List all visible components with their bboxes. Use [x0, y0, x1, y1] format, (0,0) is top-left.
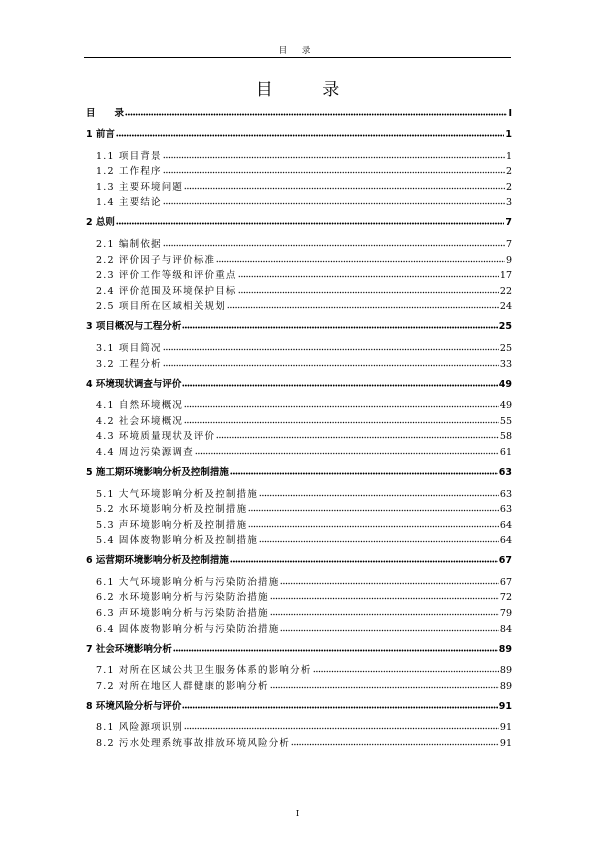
toc-entry-page: 64: [499, 535, 512, 547]
toc-entry-page: 84: [499, 623, 512, 635]
toc-section-entry[interactable]: [86, 266, 512, 282]
toc-entry-label: 6.2 水环境影响分析与污染防治措施: [96, 592, 269, 604]
toc-section-entry[interactable]: [86, 500, 512, 516]
dot-leader: [163, 358, 499, 368]
toc-entry-page: 64: [499, 519, 512, 531]
toc-chapter-entry[interactable]: [86, 375, 512, 390]
dot-leader: [182, 378, 497, 388]
dot-leader: [216, 254, 505, 264]
toc-section-entry[interactable]: [86, 338, 512, 354]
dot-leader: [163, 150, 505, 160]
dot-leader: [163, 342, 499, 352]
toc-section-entry[interactable]: [86, 733, 512, 749]
dot-leader: [163, 196, 505, 206]
dot-leader: [230, 554, 498, 564]
table-of-contents: [86, 104, 512, 749]
toc-entry-label: 3.2 工程分析: [96, 358, 162, 370]
toc-entry-label: 5.1 大气环境影响分析及控制措施: [96, 488, 259, 500]
dot-leader: [280, 576, 498, 586]
toc-section-entry[interactable]: [86, 427, 512, 443]
dot-leader: [259, 488, 499, 498]
toc-entry-label: 5.2 水环境影响分析及控制措施: [96, 504, 248, 516]
toc-entry-label: 5.3 声环境影响分析及控制措施: [96, 519, 248, 531]
toc-entry-label: 6.1 大气环境影响分析与污染防治措施: [96, 576, 280, 588]
dot-leader: [173, 643, 498, 653]
dot-leader: [270, 680, 499, 690]
toc-entry-page: 89: [498, 643, 512, 655]
toc-entry-label: 7.2 对所在地区人群健康的影响分析: [96, 680, 269, 692]
toc-section-entry[interactable]: [86, 572, 512, 588]
toc-section-entry[interactable]: [86, 234, 512, 250]
toc-entry-page: 58: [499, 431, 512, 443]
toc-entry-page: 79: [499, 608, 512, 620]
toc-entry-label: 5 施工期环境影响分析及控制措施: [86, 466, 229, 478]
toc-entry-label: 2 总则: [86, 217, 115, 229]
toc-entry-page: 63: [499, 488, 512, 500]
toc-entry-label: 3.1 项目简况: [96, 342, 162, 354]
toc-entry-page: 49: [498, 378, 512, 390]
toc-entry-page: 17: [499, 270, 512, 282]
header-rule: [84, 57, 511, 58]
toc-entry-label: 6.4 固体废物影响分析与污染防治措施: [96, 623, 280, 635]
dot-leader: [184, 399, 499, 409]
toc-entry-page: 91: [499, 738, 512, 750]
dot-leader: [184, 181, 505, 191]
toc-section-entry[interactable]: [86, 718, 512, 734]
toc-title: 目 录: [255, 80, 362, 100]
toc-section-entry[interactable]: [86, 442, 512, 458]
toc-chapter-entry[interactable]: [86, 104, 512, 119]
toc-entry-label: 1.3 主要环境问题: [96, 181, 184, 193]
dot-leader: [182, 700, 497, 710]
toc-section-entry[interactable]: [86, 588, 512, 604]
toc-entry-page: 22: [499, 285, 512, 297]
toc-entry-page: 49: [499, 400, 512, 412]
toc-section-entry[interactable]: [86, 177, 512, 193]
toc-section-entry[interactable]: [86, 531, 512, 547]
toc-entry-page: 24: [499, 301, 512, 313]
toc-section-entry[interactable]: [86, 676, 512, 692]
toc-section-entry[interactable]: [86, 619, 512, 635]
toc-entry-page: 7: [505, 217, 512, 229]
toc-chapter-entry[interactable]: [86, 463, 512, 478]
toc-entry-page: 91: [499, 722, 512, 734]
toc-entry-label: 2.5 项目所在区域相关规划: [96, 301, 226, 313]
toc-chapter-entry[interactable]: [86, 551, 512, 566]
dot-leader: [238, 285, 499, 295]
toc-entry-label: 4.3 环境质量现状及评价: [96, 431, 216, 443]
toc-entry-label: 2.1 编制依据: [96, 238, 162, 250]
toc-entry-label: 4.4 周边污染源调查: [96, 446, 194, 458]
toc-entry-label: 8.1 风险源项识别: [96, 722, 184, 734]
toc-entry-label: 8.2 污水处理系统事故排放环境风险分析: [96, 738, 291, 750]
toc-chapter-entry[interactable]: [86, 125, 512, 140]
toc-entry-page: 91: [498, 700, 512, 712]
toc-entry-page: 89: [499, 665, 512, 677]
dot-leader: [163, 165, 505, 175]
toc-entry-label: 4 环境现状调查与评价: [86, 378, 182, 390]
toc-entry-page: 9: [505, 254, 512, 266]
toc-entry-page: I: [508, 108, 512, 119]
dot-leader: [291, 737, 499, 747]
toc-entry-label: 1 前言: [86, 129, 115, 140]
toc-section-entry[interactable]: [86, 396, 512, 412]
dot-leader: [248, 519, 499, 529]
toc-section-entry[interactable]: [86, 250, 512, 266]
toc-section-entry[interactable]: [86, 515, 512, 531]
toc-section-entry[interactable]: [86, 162, 512, 178]
toc-section-entry[interactable]: [86, 661, 512, 677]
dot-leader: [238, 269, 499, 279]
toc-entry-page: 7: [505, 238, 512, 250]
toc-entry-label: 5.4 固体废物影响分析及控制措施: [96, 535, 259, 547]
running-header: 目 录: [278, 46, 317, 56]
dot-leader: [270, 591, 499, 601]
toc-chapter-entry[interactable]: [86, 317, 512, 332]
toc-entry-page: 2: [505, 166, 512, 178]
toc-entry-page: 89: [499, 680, 512, 692]
toc-entry-page: 3: [505, 197, 512, 209]
dot-leader: [125, 107, 507, 117]
toc-section-entry[interactable]: [86, 411, 512, 427]
toc-chapter-entry[interactable]: [86, 697, 512, 712]
toc-entry-label: 2.3 评价工作等级和评价重点: [96, 270, 237, 282]
toc-entry-page: 72: [499, 592, 512, 604]
toc-entry-label: 2.2 评价因子与评价标准: [96, 254, 216, 266]
toc-entry-page: 1: [505, 129, 512, 140]
toc-entry-label: 4.1 自然环境概况: [96, 400, 184, 412]
dot-leader: [116, 128, 504, 138]
page-number: I: [295, 809, 300, 819]
toc-entry-label: 目 录: [86, 108, 125, 119]
toc-entry-label: 3 项目概况与工程分析: [86, 321, 182, 333]
dot-leader: [313, 664, 499, 674]
toc-section-entry[interactable]: [86, 484, 512, 500]
toc-entry-label: 8 环境风险分析与评价: [86, 700, 182, 712]
toc-entry-label: 1.1 项目背景: [96, 150, 162, 162]
toc-entry-label: 2.4 评价范围及环境保护目标: [96, 285, 237, 297]
toc-entry-label: 6.3 声环境影响分析与污染防治措施: [96, 608, 269, 620]
toc-entry-page: 33: [499, 358, 512, 370]
toc-entry-page: 2: [505, 181, 512, 193]
toc-entry-label: 7.1 对所在区域公共卫生服务体系的影响分析: [96, 665, 312, 677]
toc-section-entry[interactable]: [86, 146, 512, 162]
toc-entry-page: 67: [498, 555, 512, 567]
toc-chapter-entry[interactable]: [86, 640, 512, 655]
toc-chapter-entry[interactable]: [86, 213, 512, 228]
toc-entry-label: 4.2 社会环境概况: [96, 415, 184, 427]
toc-entry-page: 63: [498, 466, 512, 478]
dot-leader: [182, 320, 497, 330]
toc-entry-label: 7 社会环境影响分析: [86, 643, 172, 655]
dot-leader: [184, 721, 499, 731]
dot-leader: [259, 534, 499, 544]
toc-entry-page: 55: [499, 415, 512, 427]
toc-entry-page: 67: [499, 576, 512, 588]
toc-section-entry[interactable]: [86, 354, 512, 370]
toc-entry-page: 63: [499, 504, 512, 516]
toc-entry-page: 1: [505, 150, 512, 162]
toc-entry-page: 61: [499, 446, 512, 458]
dot-leader: [270, 607, 499, 617]
dot-leader: [195, 446, 499, 456]
dot-leader: [163, 238, 505, 248]
dot-leader: [248, 503, 499, 513]
toc-section-entry[interactable]: [86, 281, 512, 297]
toc-entry-label: 6 运营期环境影响分析及控制措施: [86, 555, 229, 567]
dot-leader: [216, 430, 499, 440]
dot-leader: [116, 216, 504, 226]
toc-entry-label: 1.4 主要结论: [96, 197, 162, 209]
dot-leader: [230, 466, 498, 476]
dot-leader: [280, 623, 498, 633]
toc-section-entry[interactable]: [86, 193, 512, 209]
dot-leader: [184, 415, 499, 425]
toc-section-entry[interactable]: [86, 297, 512, 313]
toc-entry-page: 25: [498, 321, 512, 333]
toc-section-entry[interactable]: [86, 603, 512, 619]
dot-leader: [227, 300, 499, 310]
toc-entry-label: 1.2 工作程序: [96, 166, 162, 178]
toc-entry-page: 25: [499, 342, 512, 354]
